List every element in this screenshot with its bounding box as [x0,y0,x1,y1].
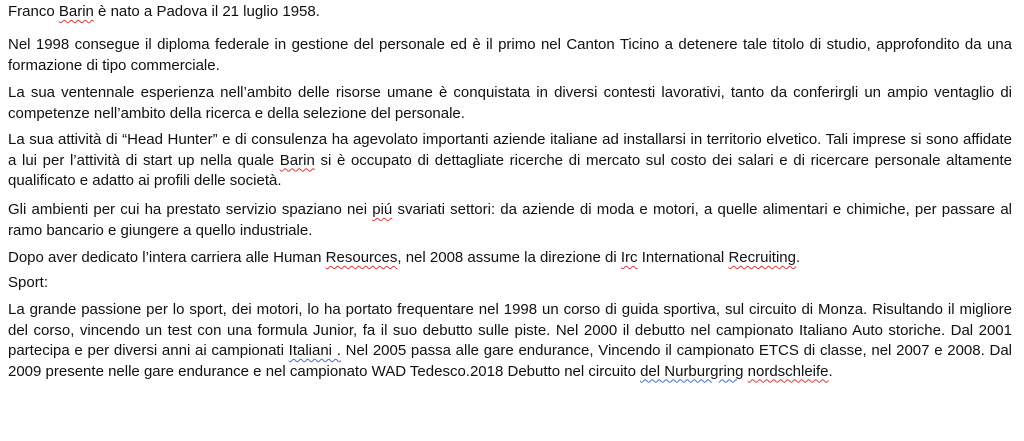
spellcheck-word[interactable]: Barin [279,151,315,169]
paragraph-diploma [8,35,1012,76]
paragraph-sport [8,300,1012,382]
text: , nel 2008 assume la direzione di [397,249,621,266]
text: La sua attività di “Head Hunter” e di consulenza ha agevolato importanti aziende italiane ad installarsi in territorio elvetico. Tali imprese si sono affidate a lui per l’attività di start up nella quale [8,131,1012,169]
paragraph-experience [8,83,1012,124]
paragraph-head-hunter [8,130,1012,192]
text: Dopo aver dedicato l’intera carriera alle Human [8,249,326,266]
paragraph-career [8,248,1012,269]
paragraph-birth [8,2,320,23]
text: Gli ambienti per cui ha prestato servizio spaziano nei [8,201,373,218]
paragraph-sectors [8,200,1012,241]
text: Sport: [8,274,49,291]
grammar-check-phrase[interactable]: del Nurburgring [640,362,744,380]
spellcheck-word[interactable]: Irc [620,249,638,266]
spellcheck-word[interactable]: piú [372,201,393,218]
paragraph-sport-heading [8,273,48,294]
spellcheck-word[interactable]: Resources [325,249,398,266]
text: La grande passione per lo sport, dei motori, lo ha portato frequentare nel 1998 un corso di guida sportiva, sul circuito di Monza. Risultando il migliore del corso, vincendo un test con una formula Junior, fa il suo debutto sulle piste. Nel 2000 il debutto nel campionato Italiano Auto storiche. Dal 2001 partecipa e per diversi anni ai campionati [8,301,1012,359]
text: . [795,249,801,266]
grammar-check-phrase[interactable]: Italiani . [288,342,341,359]
text: Franco [8,3,59,20]
text: è nato a Padova il 21 luglio 1958. [93,3,320,20]
spellcheck-word[interactable]: Recruiting [728,249,796,266]
text: Nel 2005 passa alle gare endurance, Vincendo il campionato ETCS di classe, nel 2007 e 2008. Dal 2009 presente nelle gare endurance e nel campionato WAD Tedesco.2018 Debutto nel circuito [8,342,1013,380]
spellcheck-word[interactable]: nordschleife [747,362,829,380]
text: svariati settori: da aziende di moda e motori, a quelle alimentari e chimiche, per passare al ramo bancario e giungere a quello industriale. [8,201,1012,239]
text: International [637,249,729,266]
text: Nel 1998 consegue il diploma federale in gestione del personale ed è il primo nel Canton Ticino a detenere tale titolo di studio, approfondito da una formazione di tipo commerciale. [8,36,1012,74]
text: La sua ventennale esperienza nell’ambito delle risorse umane è conquistata in diversi contesti lavorativi, tanto da conferirgli un ampio ventaglio di competenze nell’ambito della ricerca e della selezione del personale. [8,84,1012,122]
text: si è occupato di dettagliate ricerche di mercato sul costo dei salari e di ricercare personale altamente qualificato e adatto ai profili delle società. [8,151,1012,189]
spellcheck-word[interactable]: Barin [58,3,94,20]
text: . [828,362,833,380]
